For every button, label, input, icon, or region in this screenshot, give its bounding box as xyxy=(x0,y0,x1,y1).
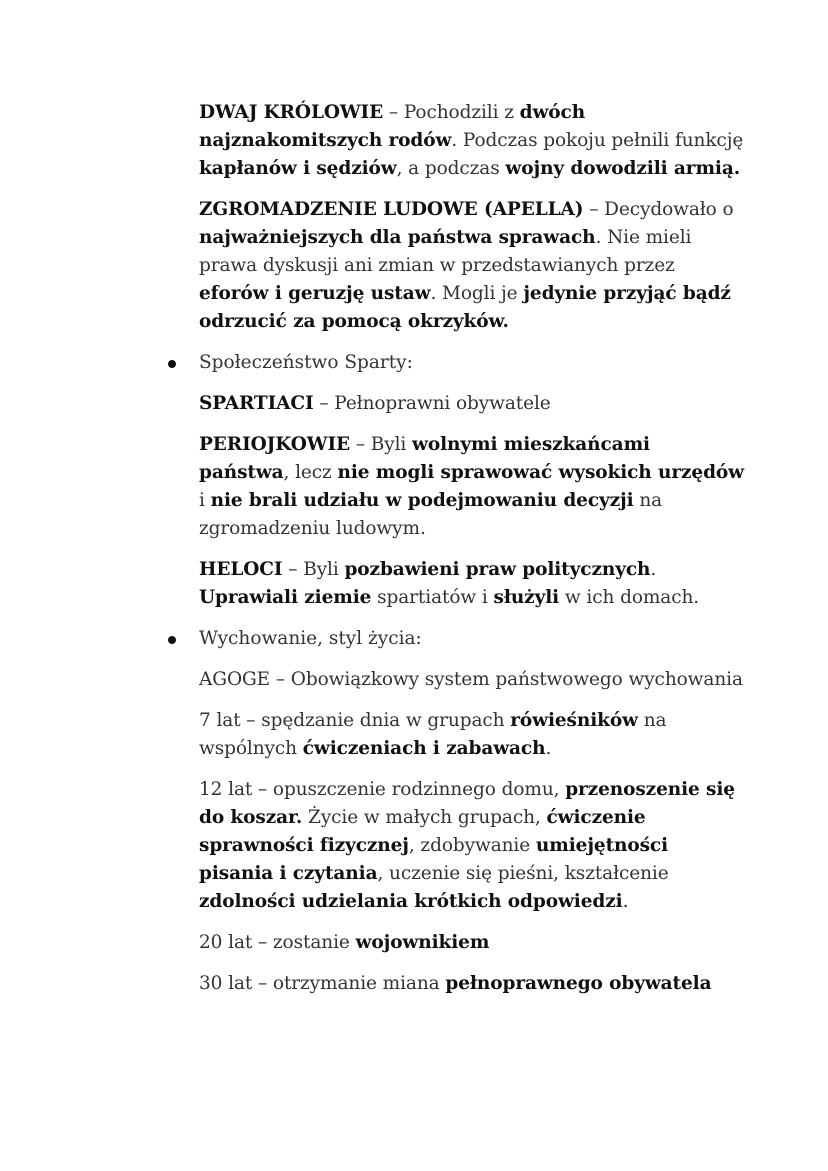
bold-text: kapłanów i sędziów xyxy=(199,158,397,179)
paragraph xyxy=(199,556,744,612)
bold-text: ćwiczeniach i zabawach xyxy=(302,738,546,759)
bold-text: wolnymi mieszkańcami państwa xyxy=(199,434,650,483)
text: spartiatów i xyxy=(371,587,494,608)
bullet-dot-icon xyxy=(168,360,176,368)
text: 30 lat – otrzymanie miana xyxy=(199,973,446,994)
bold-text: umiejętności pisania i czytania xyxy=(199,835,669,884)
text: . Podczas pokoju pełnili funkcję xyxy=(451,130,744,151)
paragraph xyxy=(199,666,744,694)
bold-text: wojny dowodzili armią. xyxy=(505,158,741,179)
bold-text: rówieśników xyxy=(510,710,638,731)
paragraph xyxy=(199,196,744,336)
text: . xyxy=(650,559,657,580)
text: AGOGE – Obowiązkowy system państwowego wychowania xyxy=(199,669,743,690)
bold-text: DWAJ KRÓLOWIE xyxy=(199,102,384,123)
text: 12 lat – opuszczenie rodzinnego domu, xyxy=(199,779,566,800)
text: i xyxy=(199,490,211,511)
paragraph xyxy=(199,929,744,957)
bullet-item xyxy=(199,349,744,377)
bold-text: Uprawiali ziemie xyxy=(199,587,372,608)
text: w ich domach. xyxy=(559,587,700,608)
text: . xyxy=(622,891,629,912)
paragraph xyxy=(199,390,744,418)
bold-text: HELOCI xyxy=(199,559,283,580)
text: , uczenie się pieśni, kształcenie xyxy=(377,863,669,884)
text: 20 lat – zostanie xyxy=(199,932,356,953)
paragraph xyxy=(199,431,744,543)
paragraph xyxy=(199,970,744,998)
text: 7 lat – spędzanie dnia w grupach xyxy=(199,710,511,731)
paragraph xyxy=(199,776,744,916)
text: , lecz xyxy=(283,462,338,483)
bold-text: jedynie przyjąć bądź odrzucić za pomocą okrzyków. xyxy=(199,283,731,332)
bold-text: eforów i geruzję ustaw xyxy=(199,283,431,304)
text: . xyxy=(545,738,552,759)
bold-text: ćwiczenie sprawności fizycznej xyxy=(199,807,646,856)
text: na zgromadzeniu ludowym. xyxy=(199,490,663,539)
text: . Mogli je xyxy=(430,283,524,304)
bold-text: pełnoprawnego obywatela xyxy=(445,973,712,994)
text: – Pochodzili z xyxy=(383,102,520,123)
bold-text: nie brali udziału w podejmowaniu decyzji xyxy=(210,490,634,511)
bold-text: pozbawieni praw politycznych xyxy=(344,559,651,580)
bold-text: przenoszenie się do koszar. xyxy=(199,779,735,828)
text: Społeczeństwo Sparty: xyxy=(199,352,413,373)
bold-text: najważniejszych dla państwa sprawach xyxy=(199,227,596,248)
text: na wspólnych xyxy=(199,710,667,759)
bullet-dot-icon xyxy=(168,636,176,644)
bold-text: PERIOJKOWIE xyxy=(199,434,351,455)
paragraph xyxy=(199,99,744,183)
bold-text: służyli xyxy=(493,587,560,608)
bold-text: zdolności udzielania krótkich odpowiedzi xyxy=(199,891,623,912)
text: – Byli xyxy=(350,434,413,455)
bold-text: dwóch najznakomitszych rodów xyxy=(199,102,586,151)
bold-text: ZGROMADZENIE LUDOWE (APELLA) xyxy=(199,199,584,220)
text: Życie w małych grupach, xyxy=(302,807,547,828)
bold-text: SPARTIACI xyxy=(199,393,314,414)
document-body xyxy=(199,99,744,1011)
text: – Pełnoprawni obywatele xyxy=(313,393,551,414)
text: , a podczas xyxy=(396,158,506,179)
text: Wychowanie, styl życia: xyxy=(199,628,422,649)
bold-text: wojownikiem xyxy=(355,932,490,953)
text: , zdobywanie xyxy=(408,835,536,856)
text: . Nie mieli prawa dyskusji ani zmian w przedstawianych przez xyxy=(199,227,692,276)
bullet-item xyxy=(199,625,744,653)
text: – Byli xyxy=(282,559,345,580)
text: – Decydowało o xyxy=(583,199,734,220)
paragraph xyxy=(199,707,744,763)
bold-text: nie mogli sprawować wysokich urzędów xyxy=(337,462,744,483)
